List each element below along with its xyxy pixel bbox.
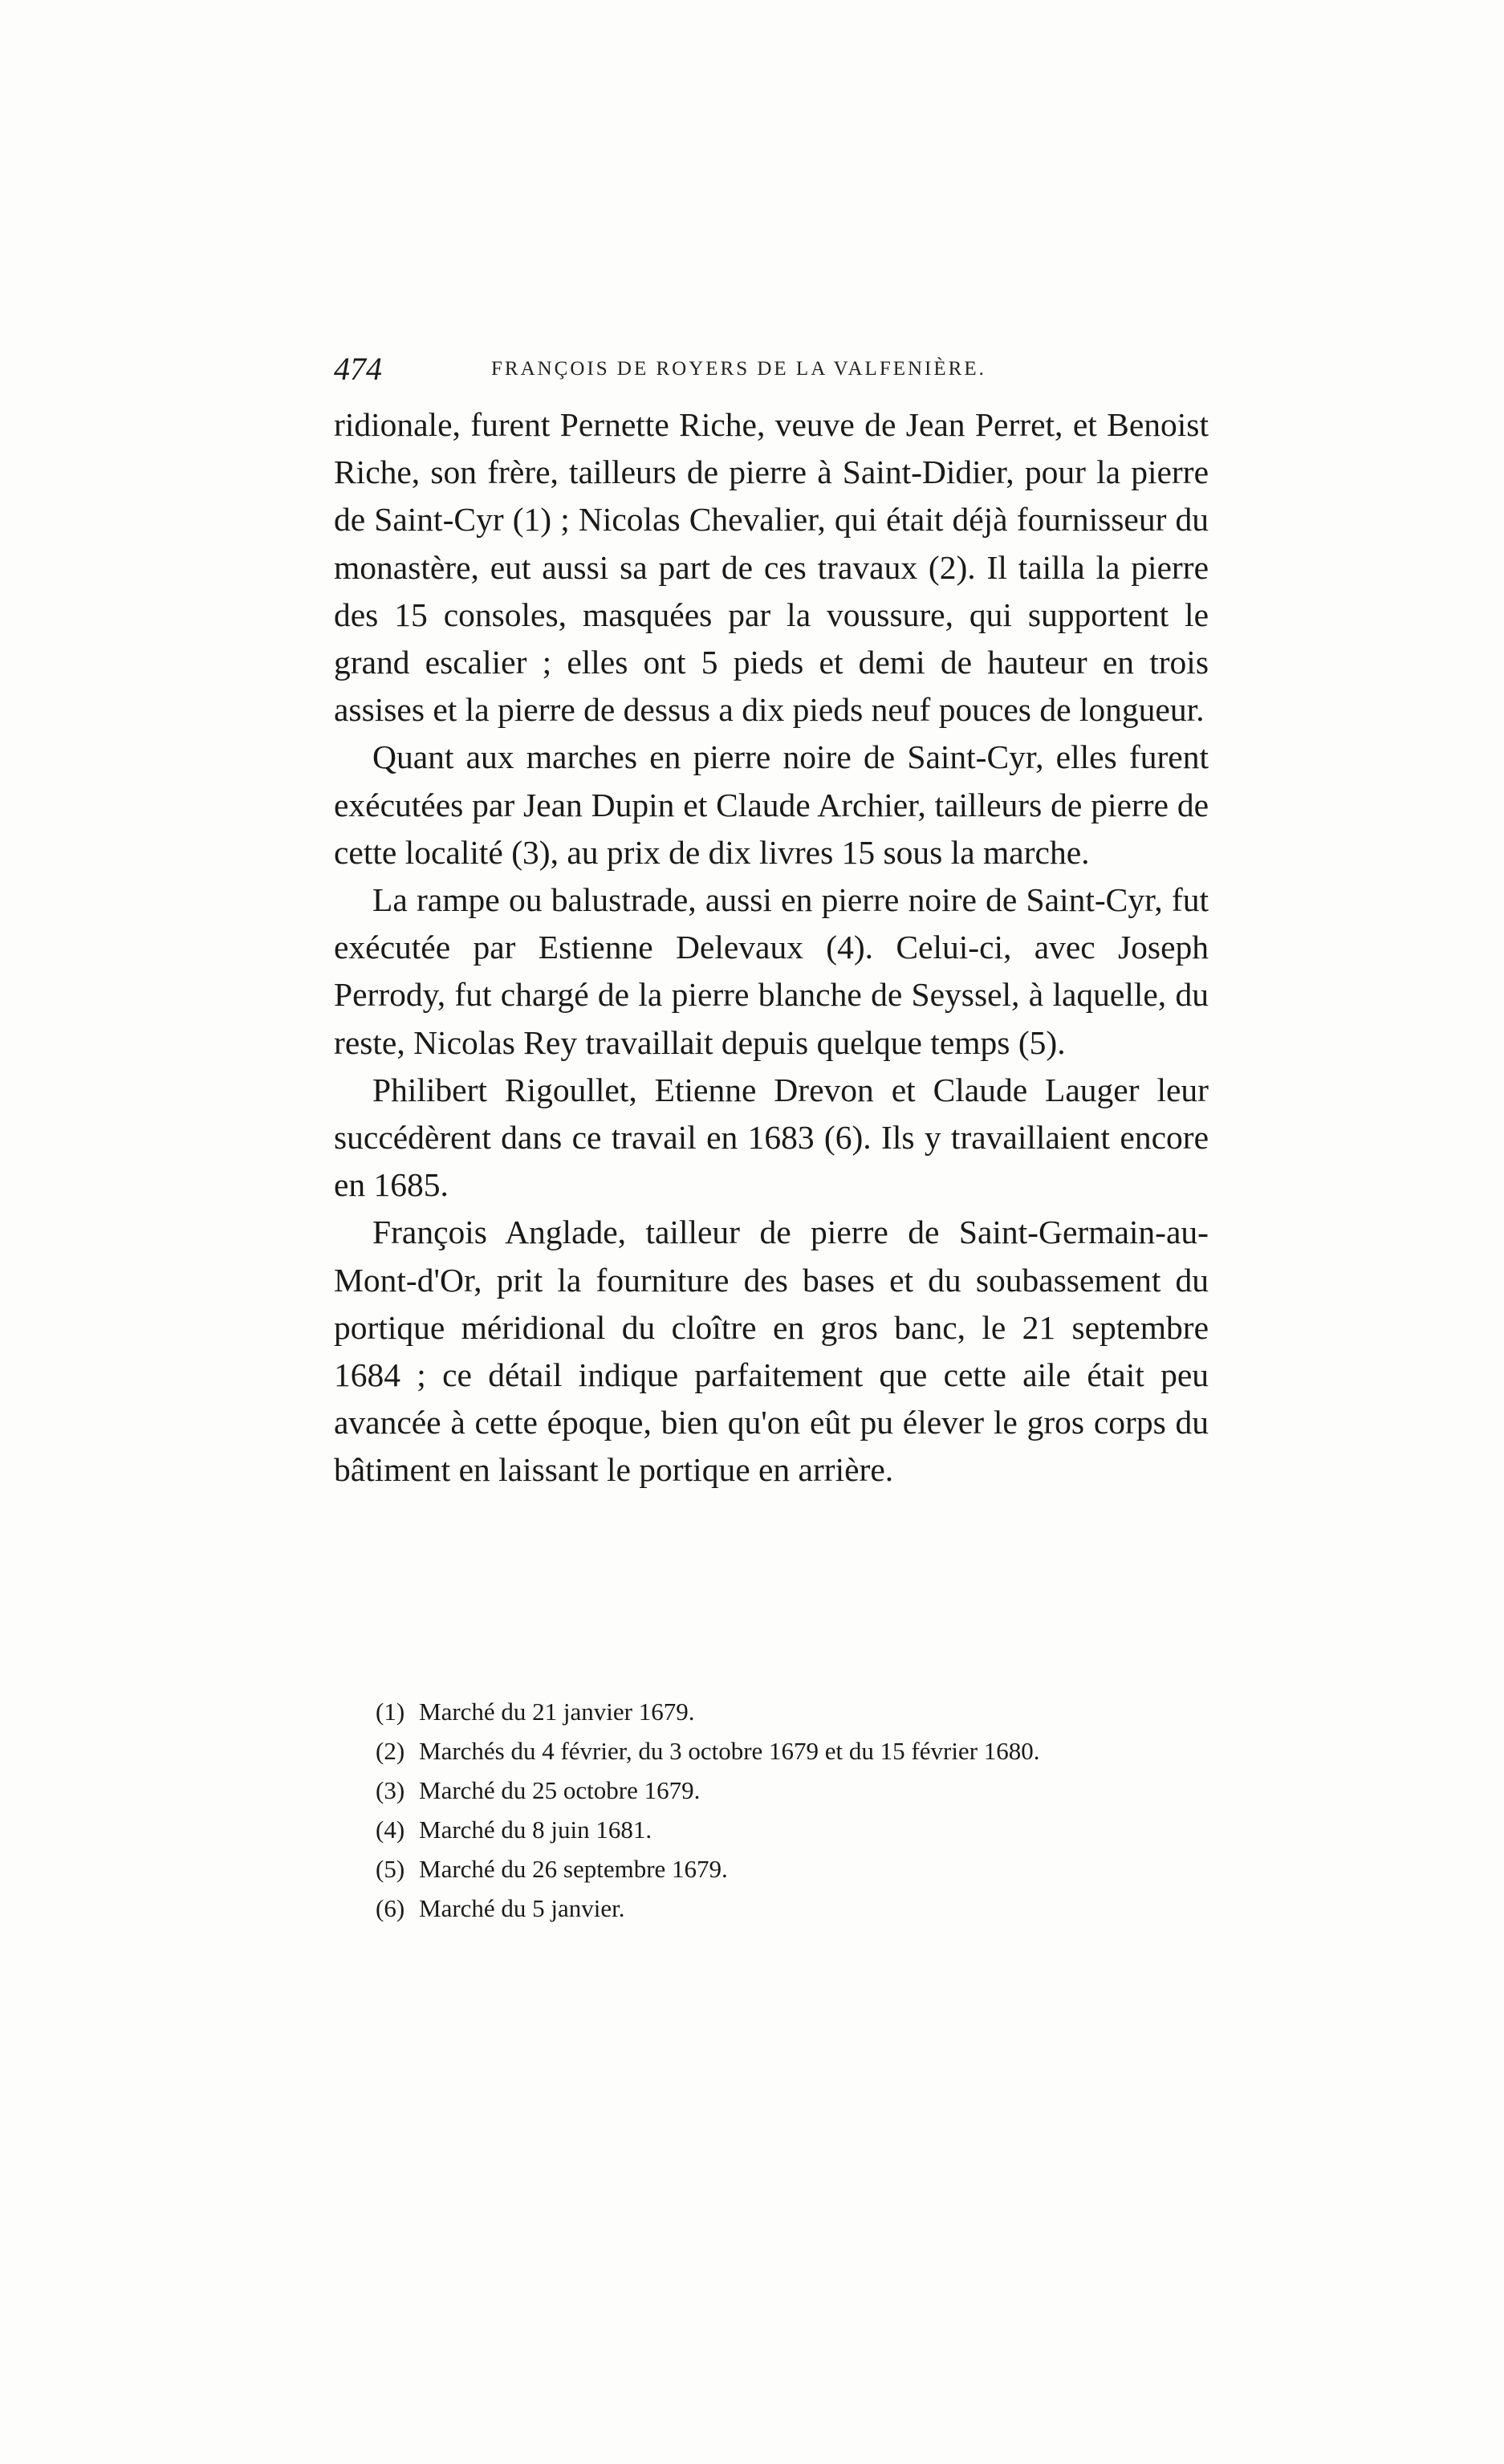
footnote-text: Marché du 5 janvier.: [419, 1894, 625, 1922]
footnote: [376, 1771, 1210, 1810]
footnote-text: Marché du 21 janvier 1679.: [419, 1698, 695, 1726]
footnote-text: Marché du 25 octobre 1679.: [419, 1776, 701, 1804]
running-title: FRANÇOIS DE ROYERS DE LA VALFENIÈRE.: [491, 358, 986, 380]
footnote: [376, 1849, 1210, 1889]
footnote-text: Marchés du 4 février, du 3 octobre 1679 et du 15 février 1680.: [419, 1737, 1040, 1765]
running-head: [334, 350, 1209, 398]
footnote-mark: (2): [376, 1737, 405, 1765]
footnote-text: Marché du 8 juin 1681.: [419, 1815, 652, 1844]
paragraph: François Anglade, tailleur de pierre de Saint-Germain-au-Mont-d'Or, prit la fourniture des bases et du soubassement du portique méridional du cloître en gros banc, le 21 septembre 1684 ; ce détail indique parfaitement que cette aile était peu avancée à cette époque, bien qu'on eût pu élever le gros corps du bâtiment en laissant le portique en arrière.: [334, 1214, 1209, 1489]
footnote-mark: (4): [376, 1815, 405, 1844]
paragraph: La rampe ou balustrade, aussi en pierre noire de Saint-Cyr, fut exécutée par Estienne Delevaux (4). Celui-ci, avec Joseph Perrody, fut chargé de la pierre blanche de Seyssel, à laquelle, du reste, Nicolas Rey travaillait depuis quelque temps (5).: [334, 881, 1209, 1061]
footnote-mark: (1): [376, 1698, 405, 1726]
page-number: 474: [334, 351, 382, 387]
footnote: [376, 1692, 1210, 1731]
body-text: [334, 401, 1209, 1494]
paragraph: Philibert Rigoullet, Etienne Drevon et Claude Lauger leur succédèrent dans ce travail en 1683 (6). Ils y travaillaient encore en 1685.: [334, 1071, 1209, 1204]
paragraph: ridionale, furent Pernette Riche, veuve de Jean Perret, et Benoist Riche, son frère, tailleurs de pierre à Saint-Didier, pour la pierre de Saint-Cyr (1) ; Nicolas Chevalier, qui était déjà fournisseur du monastère, eut aussi sa part de ces travaux (2). Il tailla la pierre des 15 consoles, masquées par la voussure, qui supportent le grand escalier ; elles ont 5 pieds et demi de hauteur en trois assises et la pierre de dessus a dix pieds neuf pouces de longueur.: [334, 406, 1209, 729]
footnote: [376, 1731, 1210, 1771]
footnote-mark: (3): [376, 1776, 405, 1804]
footnote: [376, 1889, 1210, 1928]
footnote: [376, 1810, 1210, 1849]
paragraph: Quant aux marches en pierre noire de Saint-Cyr, elles furent exécutées par Jean Dupin et Claude Archier, tailleurs de pierre de cette localité (3), au prix de dix livres 15 sous la marche.: [334, 738, 1209, 871]
footnote-text: Marché du 26 septembre 1679.: [419, 1855, 728, 1883]
footnotes: [376, 1692, 1210, 1928]
footnote-mark: (6): [376, 1894, 405, 1922]
footnote-mark: (5): [376, 1855, 405, 1883]
